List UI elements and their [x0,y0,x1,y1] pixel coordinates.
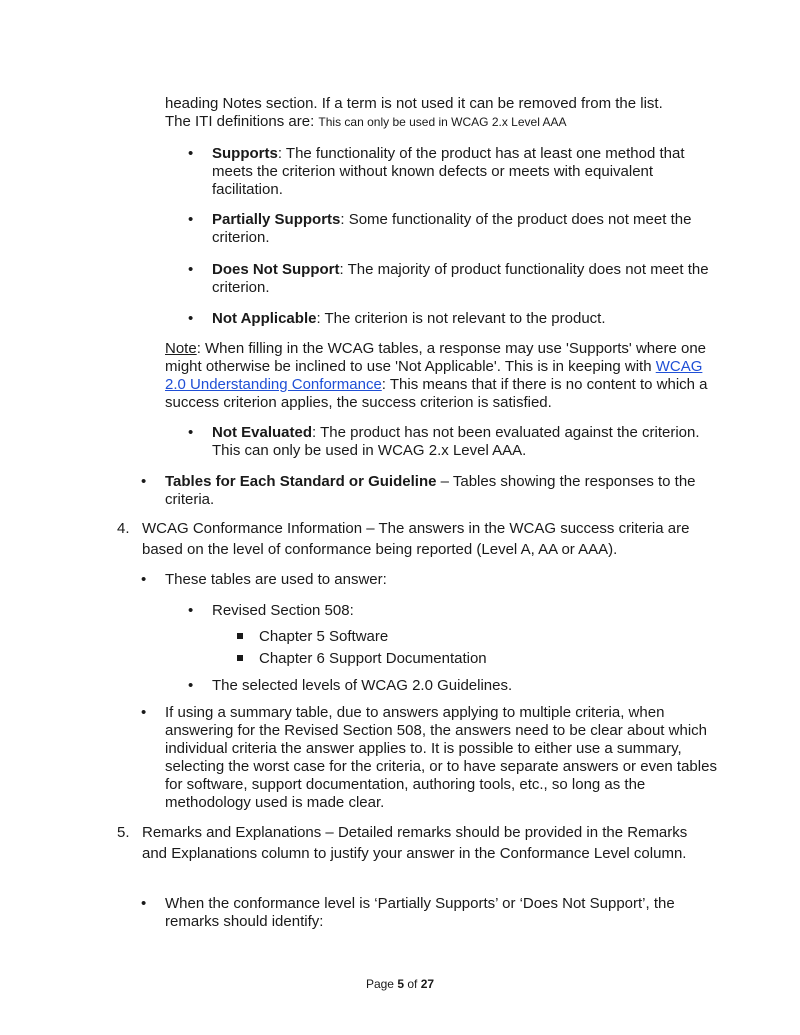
conformance-remarks-text: When the conformance level is ‘Partially Supports’ or ‘Does Not Support’, the remarks should identify: [165,895,675,930]
definition-term: Not Applicable [212,310,317,327]
item5-text: Remarks and Explanations – Detailed remarks should be provided in the Remarks and Explanations column to justify your answer in the Conformance Level column. [142,824,688,862]
definition-text: : The majority of product functionality does not meet the criterion. [212,261,709,296]
definition-term: Partially Supports [212,211,341,228]
bullet-icon: • [141,895,147,912]
bullet-icon: • [141,704,147,721]
intro-paragraph [165,95,725,131]
footer-prefix: Page [365,977,398,991]
footer-of: of [404,977,421,991]
intro-line-1: heading Notes section. If a term is not used it can be removed from the list. [165,95,663,112]
square-bullet-icon [237,655,243,661]
tables-used-item [141,571,725,589]
definition-term: Does Not Support [212,261,340,278]
list-item-5 [117,822,712,864]
revised-section-text: Revised Section 508: [212,602,354,619]
definition-not-applicable [188,310,712,328]
intro-definitions-label: The ITI definitions are: [165,113,315,130]
wcag-levels-text: The selected levels of WCAG 2.0 Guidelines. [212,677,513,694]
definition-text: : The functionality of the product has at least one method that meets the criterion without known defects or meets with equivalent facilitation. [212,145,685,198]
chapter-6-item [259,650,487,668]
wcag-understanding-conformance-link[interactable]: WCAG 2.0 Understanding Conformance [165,358,703,393]
wcag-levels-item [188,677,712,695]
chapter-5-text: Chapter 5 Software [259,628,389,645]
tables-term: Tables for Each Standard or Guideline [165,473,437,490]
definition-supports [188,145,712,199]
definition-term: Not Evaluated [212,424,313,441]
intro-small-note: This can only be used in WCAG 2.x Level AAA [318,115,567,129]
tables-used-text: These tables are used to answer: [165,571,387,588]
bullet-icon: • [141,571,147,588]
chapter-5-item [259,628,388,646]
item4-text: WCAG Conformance Information – The answers in the WCAG success criteria are based on the level of conformance being reported (Level A, AA or AAA). [142,520,690,558]
definition-not-evaluated [188,424,712,460]
bullet-icon: • [188,602,194,619]
footer-total-pages: 27 [420,977,435,991]
summary-table-item [141,704,725,812]
bullet-icon: • [188,211,194,228]
note-label: Note [165,340,197,357]
intro-line-2 [165,113,725,131]
bullet-icon: • [141,473,147,490]
bullet-icon: • [188,677,194,694]
definition-text: : The product has not been evaluated against the criterion. This can only be used in WCAG 2.x Level AAA. [212,424,700,459]
bullet-icon: • [188,310,194,327]
bullet-icon: • [188,145,194,162]
definition-text: : Some functionality of the product does not meet the criterion. [212,211,692,246]
revised-section-508-item [188,602,712,620]
list-number: 4. [117,520,130,537]
definition-does-not-support [188,261,712,297]
list-item-4 [117,518,712,560]
note-paragraph [165,340,725,412]
note-text-1: : When filling in the WCAG tables, a response may use 'Supports' where one might otherwise be inclined to use 'Not Applicable'. This is in keeping with [165,340,706,375]
footer-page-number: 5 [397,977,404,991]
conformance-remarks-item [141,895,725,931]
bullet-icon: • [188,261,194,278]
summary-table-text: If using a summary table, due to answers applying to multiple criteria, when answering for the Revised Section 508, the answers need to be clear about which individual criteria the answer applies to. It is possible to either use a summary, selecting the worst case for the criteria, or to have separate answers or even tables for software, support documentation, authoring tools, etc., so long as the methodology used is made clear. [165,704,717,811]
note-text-2: : This means that if there is no content to which a success criterion applies, the success criterion is satisfied. [165,376,708,411]
square-bullet-icon [237,633,243,639]
definition-term: Supports [212,145,278,162]
definition-text: : The criterion is not relevant to the product. [316,310,606,327]
list-number: 5. [117,824,130,841]
tables-text: – Tables showing the responses to the criteria. [165,473,696,508]
definition-partially-supports [188,211,712,247]
page-footer [0,977,800,991]
tables-for-each-standard-item [141,473,725,509]
chapter-6-text: Chapter 6 Support Documentation [259,650,487,667]
bullet-icon: • [188,424,194,441]
